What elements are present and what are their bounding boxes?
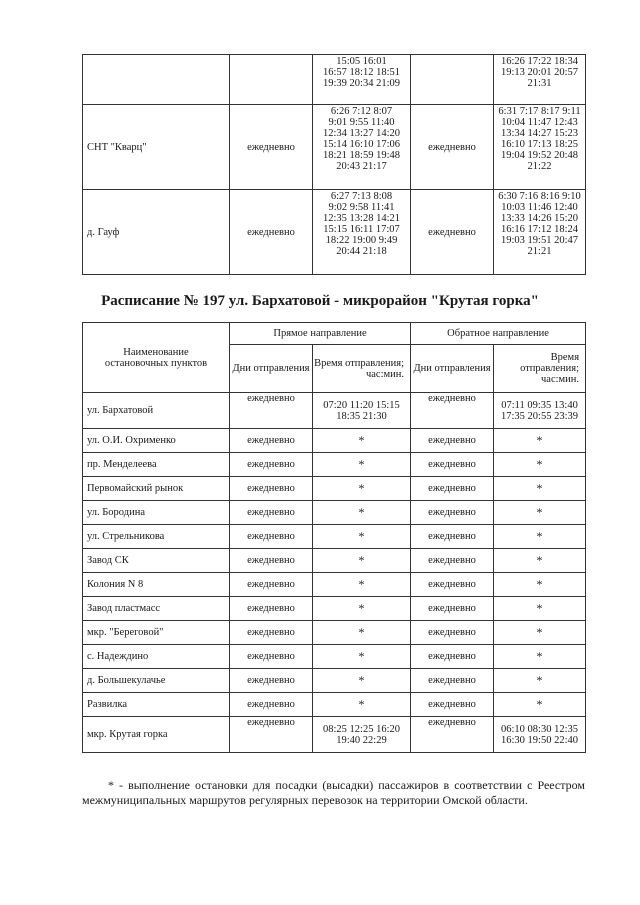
time-line: 19:03 19:51 20:47 (500, 235, 578, 246)
forward-days: ежедневно (230, 645, 313, 669)
backward-days: ежедневно (411, 453, 494, 477)
continuation-row (83, 190, 586, 275)
stop-name: Завод СК (83, 549, 230, 573)
backward-time-header: Время отправления; час:мин. (494, 345, 586, 393)
time-line: 15:15 16:11 17:07 (323, 224, 400, 235)
stop-name: Развилка (83, 693, 230, 717)
continuation-table (82, 54, 586, 275)
schedule-row (83, 429, 586, 453)
backward-time: * (494, 501, 586, 525)
forward-days: ежедневно (230, 429, 313, 453)
schedule-table-body (83, 393, 586, 753)
schedule-row (83, 621, 586, 645)
forward-days: ежедневно (230, 621, 313, 645)
schedule-table (82, 322, 586, 753)
time-line: 21:21 (527, 246, 552, 257)
schedule-row (83, 501, 586, 525)
schedule-row (83, 717, 586, 753)
stop-name: с. Надеждино (83, 645, 230, 669)
backward-time: * (494, 573, 586, 597)
schedule-row (83, 645, 586, 669)
stop-name: д. Гауф (83, 190, 230, 275)
forward-days: ежедневно (230, 453, 313, 477)
time-line: 16:16 17:12 18:24 (500, 224, 578, 235)
time-line: 13:34 14:27 15:23 (500, 128, 578, 139)
forward-times (313, 55, 411, 105)
time-line: 6:27 7:13 8:08 (330, 191, 393, 202)
backward-days: ежедневно (411, 573, 494, 597)
time-line: 13:33 14:26 15:20 (500, 213, 578, 224)
forward-days: ежедневно (230, 669, 313, 693)
time-line: 12:35 13:28 14:21 (322, 213, 400, 224)
backward-days: ежедневно (411, 621, 494, 645)
backward-times (494, 190, 586, 275)
forward-days (230, 55, 313, 105)
stop-name: Первомайский рынок (83, 477, 230, 501)
forward-time-header: Время отправления; час:мин. (313, 345, 411, 393)
backward-days: ежедневно (411, 645, 494, 669)
forward-days: ежедневно (230, 393, 313, 429)
schedule-title: Расписание № 197 ул. Бархатовой - микрорайон "Крутая горка" (101, 293, 539, 309)
forward-days: ежедневно (230, 525, 313, 549)
time-line: 20:43 21:17 (336, 161, 387, 172)
backward-days: ежедневно (411, 549, 494, 573)
forward-time: * (313, 621, 411, 645)
schedule-row (83, 453, 586, 477)
backward-time: * (494, 597, 586, 621)
backward-days: ежедневно (411, 717, 494, 753)
backward-days: ежедневно (411, 501, 494, 525)
continuation-table-body (83, 55, 586, 275)
time-line: 15:05 16:01 (336, 56, 387, 67)
stop-name (83, 55, 230, 105)
forward-time: * (313, 597, 411, 621)
forward-time: * (313, 573, 411, 597)
stop-name: мкр. "Береговой" (83, 621, 230, 645)
forward-time: * (313, 693, 411, 717)
time-line: 18:21 18:59 19:48 (322, 150, 400, 161)
forward-days: ежедневно (230, 190, 313, 275)
backward-time: * (494, 525, 586, 549)
schedule-row (83, 477, 586, 501)
backward-days: ежедневно (411, 105, 494, 190)
time-line: 19:39 20:34 21:09 (322, 78, 400, 89)
stop-name: мкр. Крутая горка (83, 717, 230, 753)
backward-time: * (494, 549, 586, 573)
stop-name: ул. Стрельникова (83, 525, 230, 549)
time-line: 6:31 7:17 8:17 9:11 (498, 106, 581, 117)
forward-days: ежедневно (230, 693, 313, 717)
time-line: 12:34 13:27 14:20 (322, 128, 400, 139)
backward-time: 07:11 09:35 13:40 17:35 20:55 23:39 (494, 393, 586, 429)
backward-time: * (494, 693, 586, 717)
time-line: 20:44 21:18 (336, 246, 387, 257)
stop-column-header: Наименование остановочных пунктов (83, 323, 230, 393)
backward-times (494, 55, 586, 105)
forward-time: * (313, 501, 411, 525)
backward-time: * (494, 429, 586, 453)
forward-time: * (313, 477, 411, 501)
forward-days-header: Дни отправления (230, 345, 313, 393)
backward-time: * (494, 453, 586, 477)
forward-days: ежедневно (230, 717, 313, 753)
forward-time: * (313, 669, 411, 693)
forward-direction-header: Прямое направление (230, 323, 411, 345)
stop-name: д. Большекулачье (83, 669, 230, 693)
stop-name: ул. Бархатовой (83, 393, 230, 429)
forward-time: 07:20 11:20 15:15 18:35 21:30 (313, 393, 411, 429)
forward-times (313, 105, 411, 190)
schedule-table-header (83, 323, 586, 393)
forward-time: * (313, 525, 411, 549)
forward-time: 08:25 12:25 16:20 19:40 22:29 (313, 717, 411, 753)
time-line: 10:04 11:47 12:43 (501, 117, 578, 128)
backward-days: ежедневно (411, 669, 494, 693)
schedule-row (83, 669, 586, 693)
backward-days: ежедневно (411, 429, 494, 453)
time-line: 16:57 18:12 18:51 (322, 67, 400, 78)
backward-days: ежедневно (411, 190, 494, 275)
backward-time: * (494, 477, 586, 501)
schedule-row (83, 693, 586, 717)
schedule-row (83, 393, 586, 429)
backward-time: * (494, 621, 586, 645)
time-line: 9:01 9:55 11:40 (328, 117, 395, 128)
backward-time: * (494, 669, 586, 693)
stop-name: Колония N 8 (83, 573, 230, 597)
stop-name: ул. Бородина (83, 501, 230, 525)
schedule-row (83, 549, 586, 573)
time-line: 10:03 11:46 12:40 (501, 202, 578, 213)
stop-name: СНТ "Кварц" (83, 105, 230, 190)
stop-name: Завод пластмасс (83, 597, 230, 621)
stop-name: пр. Менделеева (83, 453, 230, 477)
backward-days: ежедневно (411, 525, 494, 549)
time-line: 21:31 (527, 78, 552, 89)
backward-days: ежедневно (411, 477, 494, 501)
forward-time: * (313, 645, 411, 669)
forward-days: ежедневно (230, 573, 313, 597)
stop-name: ул. О.И. Охрименко (83, 429, 230, 453)
continuation-row (83, 55, 586, 105)
time-line: 19:04 19:52 20:48 (500, 150, 578, 161)
footnote: * - выполнение остановки для посадки (высадки) пассажиров в соответствии с Реестром межмуниципальных маршрутов регулярных перевозок на территории Омской области. (82, 778, 585, 807)
continuation-row (83, 105, 586, 190)
time-line: 19:13 20:01 20:57 (500, 67, 578, 78)
forward-days: ежедневно (230, 501, 313, 525)
backward-days (411, 55, 494, 105)
backward-times (494, 105, 586, 190)
time-line: 6:30 7:16 8:16 9:10 (498, 191, 581, 202)
forward-days: ежедневно (230, 477, 313, 501)
backward-days-header: Дни отправления (411, 345, 494, 393)
forward-time: * (313, 453, 411, 477)
time-line: 18:22 19:00 9:49 (325, 235, 398, 246)
schedule-row (83, 525, 586, 549)
forward-days: ежедневно (230, 105, 313, 190)
backward-days: ежедневно (411, 393, 494, 429)
time-line: 9:02 9:58 11:41 (328, 202, 395, 213)
backward-days: ежедневно (411, 693, 494, 717)
backward-direction-header: Обратное направление (411, 323, 586, 345)
forward-time: * (313, 429, 411, 453)
time-line: 16:10 17:13 18:25 (500, 139, 578, 150)
time-line: 6:26 7:12 8:07 (330, 106, 393, 117)
schedule-row (83, 573, 586, 597)
forward-times (313, 190, 411, 275)
backward-days: ежедневно (411, 597, 494, 621)
forward-time: * (313, 549, 411, 573)
forward-days: ежедневно (230, 549, 313, 573)
time-line: 16:26 17:22 18:34 (500, 56, 578, 67)
schedule-row (83, 597, 586, 621)
time-line: 21:22 (527, 161, 552, 172)
backward-time: 06:10 08:30 12:35 16:30 19:50 22:40 (494, 717, 586, 753)
time-line: 15:14 16:10 17:06 (322, 139, 400, 150)
backward-time: * (494, 645, 586, 669)
forward-days: ежедневно (230, 597, 313, 621)
